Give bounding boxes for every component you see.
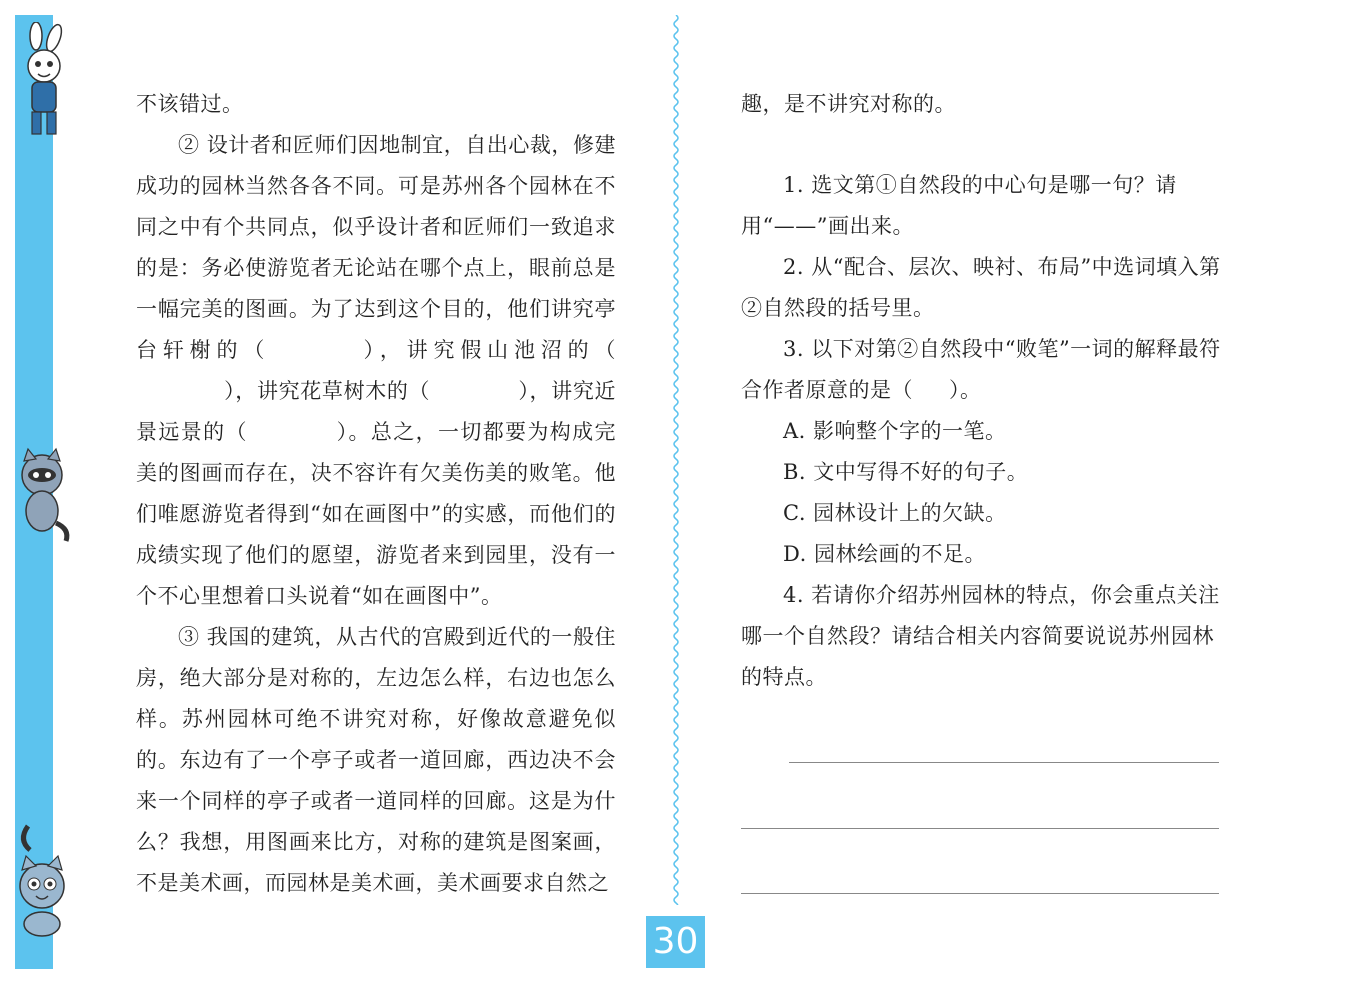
paragraph-2-part-b: ），讲究假山池沼的（ [358, 338, 617, 362]
page-number: 30 [646, 916, 705, 968]
paragraph-2-part-a: ② 设计者和匠师们因地制宜，自出心裁，修建成功的园林当然各各不同。可是苏州各个园林在不同之中有个共同点，似乎设计者和匠师们一致追求的是：务必使游览者无论站在哪个点上，眼前总是一幅完美的图画。为了达到这个目的，他们讲究亭台轩榭的（ [136, 133, 616, 362]
paragraph-2-part-d: ），讲究近景远景的（ [136, 379, 616, 444]
cat-mascot-icon [12, 820, 74, 940]
paragraph-2-part-e: ）。总之，一切都要为构成完美的图画而存在，决不容许有欠美伤美的败笔。他们唯愿游览者得到“如在画图中”的实感，而他们的成绩实现了他们的愿望，游览者来到园里，没有一个不心里想着口头说着“如在画图中”。 [136, 420, 617, 608]
raccoon-mascot-icon [12, 445, 74, 545]
answer-line[interactable] [741, 893, 1219, 894]
left-reading-column [136, 84, 616, 904]
paragraph-2 [136, 125, 616, 617]
option-a: A. 影响整个字的一笔。 [783, 419, 1007, 443]
option-b: B. 文中写得不好的句子。 [783, 460, 1029, 484]
rabbit-mascot-icon [12, 22, 74, 140]
option-d: D. 园林绘画的不足。 [783, 542, 986, 566]
question-2: 2. 从“配合、层次、映衬、布局”中选词填入第②自然段的括号里。 [741, 255, 1221, 320]
paragraph-continuation-end: 趣，是不讲究对称的。 [741, 92, 956, 116]
right-question-column [741, 84, 1221, 698]
question-1: 1. 选文第①自然段的中心句是哪一句？请用“——”画出来。 [741, 173, 1177, 238]
paragraph-2-part-c: ），讲究花草树木的（ [224, 379, 431, 403]
paragraph-continuation: 不该错过。 [136, 92, 244, 116]
question-3-text: 3. 以下对第②自然段中“败笔”一词的解释最符合作者原意的是（ [741, 337, 1221, 402]
question-4: 4. 若请你介绍苏州园林的特点，你会重点关注哪一个自然段？请结合相关内容简要说说苏州园林的特点。 [741, 583, 1220, 689]
paragraph-3: ③ 我国的建筑，从古代的宫殿到近代的一般住房，绝大部分是对称的，左边怎么样，右边也怎么样。苏州园林可绝不讲究对称，好像故意避免似的。东边有了一个亭子或者一道回廊，西边决不会来一个同样的亭子或者一道同样的回廊。这是为什么？我想，用图画来比方，对称的建筑是图案画，不是美术画，而园林是美术画，美术画要求自然之 [136, 625, 616, 895]
answer-line[interactable] [789, 762, 1219, 763]
question-3-end: ）。 [949, 378, 982, 402]
option-c: C. 园林设计上的欠缺。 [783, 501, 1007, 525]
wavy-divider [671, 15, 681, 905]
question-3 [741, 329, 1221, 411]
answer-line[interactable] [741, 828, 1219, 829]
questions-block [741, 165, 1221, 698]
